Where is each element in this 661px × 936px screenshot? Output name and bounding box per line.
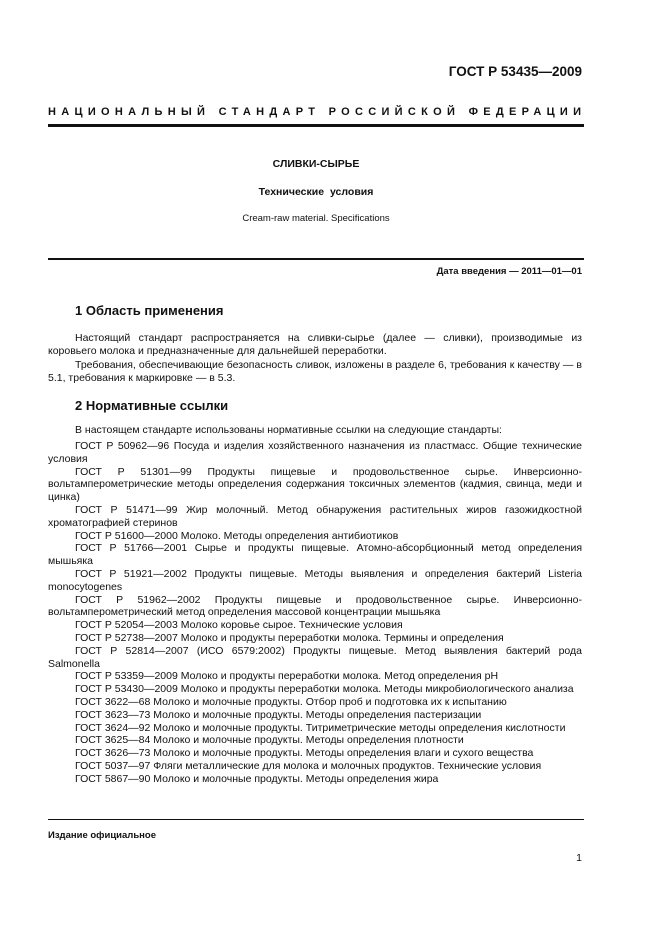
header-rule xyxy=(48,124,584,127)
page-number: 1 xyxy=(576,852,582,864)
reference-item: ГОСТ Р 53430—2009 Молоко и продукты переработки молока. Методы микробиологического анализа xyxy=(75,683,574,696)
reference-item: ГОСТ 5867—90 Молоко и молочные продукты. Методы определения жира xyxy=(75,772,439,785)
reference-item: ГОСТ Р 53359—2009 Молоко и продукты переработки молока. Метод определения pH xyxy=(75,670,499,683)
reference-item: ГОСТ Р 50962—96 Посуда и изделия хозяйственного назначения из пластмасс. Общие технические условия xyxy=(48,440,582,465)
section-1-paragraph-2-text: Требования, обеспечивающие безопасность сливок, изложены в разделе 6, требования к качеству — в 5.1, требования к маркировке — в 5.3. xyxy=(48,359,582,385)
official-edition-label: Издание официальное xyxy=(48,830,156,841)
footer-rule xyxy=(48,819,584,820)
reference-item: ГОСТ Р 51600—2000 Молоко. Методы определения антибиотиков xyxy=(75,529,399,542)
document-title: СЛИВКИ-СЫРЬЕ xyxy=(272,158,360,170)
section-1-paragraph-1 xyxy=(48,332,582,358)
document-subtitle: Технические условия xyxy=(258,186,374,198)
reference-item: ГОСТ Р 51921—2002 Продукты пищевые. Методы выявления и определения бактерий Listeria monocytogenes xyxy=(48,567,582,593)
section-2-intro xyxy=(48,424,582,437)
reference-item: ГОСТ 3622—68 Молоко и молочные продукты. Отбор проб и подготовка их к испытанию xyxy=(75,695,507,708)
section-1-paragraph-2 xyxy=(48,359,582,385)
gost-number: ГОСТ Р 53435—2009 xyxy=(448,64,582,79)
reference-item: ГОСТ 3626—73 Молоко и молочные продукты. Методы определения влаги и сухого вещества xyxy=(75,747,534,760)
section-1-paragraph-1-text: Настоящий стандарт распространяется на сливки-сырье (далее — сливки), производимые из коровьего молока и предназначенные для дальнейшей переработки. xyxy=(48,332,582,358)
reference-item: ГОСТ 3624—92 Молоко и молочные продукты. Титриметрические методы определения кислотности xyxy=(75,721,566,734)
normative-references-list xyxy=(48,440,582,786)
intro-date: Дата введения — 2011—01—01 xyxy=(436,266,582,277)
title-rule xyxy=(48,258,584,260)
section-1-heading: 1 Область применения xyxy=(75,303,224,318)
reference-item: ГОСТ Р 51471—99 Жир молочный. Метод обнаружения растительных жиров газожидкостной хроматографией стеринов xyxy=(48,503,582,529)
document-title-english: Cream-raw material. Specifications xyxy=(242,213,390,224)
reference-item: ГОСТ Р 52814—2007 (ИСО 6579:2002) Продукты пищевые. Метод выявления бактерий рода Salmonella xyxy=(48,644,582,670)
reference-item: ГОСТ Р 51962—2002 Продукты пищевые и продовольственное сырье. Инверсионно-вольтамперометрический метод определения массовой концентрации мышьяка xyxy=(48,593,582,619)
national-standard-banner: НАЦИОНАЛЬНЫЙ СТАНДАРТ РОССИЙСКОЙ ФЕДЕРАЦИИ xyxy=(48,106,587,118)
reference-item: ГОСТ 3623—73 Молоко и молочные продукты. Методы определения пастеризации xyxy=(75,708,482,721)
reference-item: ГОСТ Р 51766—2001 Сырье и продукты пищевые. Атомно-абсорбционный метод определения мышьяка xyxy=(48,542,582,568)
reference-item: ГОСТ Р 52738—2007 Молоко и продукты переработки молока. Термины и определения xyxy=(75,631,504,644)
reference-item: ГОСТ 3625—84 Молоко и молочные продукты. Методы определения плотности xyxy=(75,734,464,747)
section-2-intro-text: В настоящем стандарте использованы нормативные ссылки на следующие стандарты: xyxy=(75,424,502,436)
reference-item: ГОСТ Р 51301—99 Продукты пищевые и продовольственное сырье. Инверсионно-вольтамперометрические методы определения содержания токсичных элементов (кадмия, свинца, меди и цинка) xyxy=(48,465,582,504)
reference-item: ГОСТ 5037—97 Фляги металлические для молока и молочных продуктов. Технические условия xyxy=(75,759,542,772)
section-2-heading: 2 Нормативные ссылки xyxy=(75,398,229,413)
reference-item: ГОСТ Р 52054—2003 Молоко коровье сырое. Технические условия xyxy=(75,619,403,632)
